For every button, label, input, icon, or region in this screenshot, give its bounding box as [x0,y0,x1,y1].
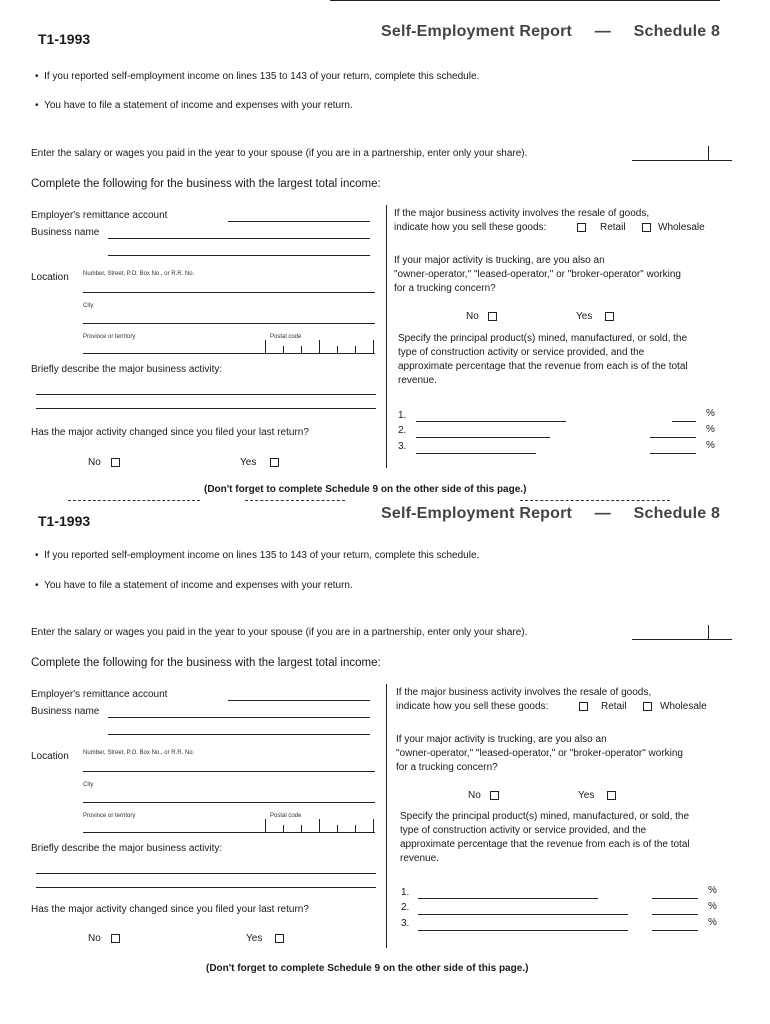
product-item-1-label: 1. [398,410,407,421]
product-item-2-percent-field[interactable] [652,914,698,915]
column-divider [386,205,387,468]
form-id: T1-1993 [38,31,91,47]
trucking-no-label: No [468,790,481,801]
resale-line-2: indicate how you sell these goods: [396,701,549,712]
products-line-4: revenue. [400,853,439,864]
province-field[interactable] [83,832,375,833]
business-name-field[interactable] [108,717,370,718]
product-item-2-field[interactable] [416,437,550,438]
trucking-yes-checkbox[interactable] [605,312,614,321]
trucking-yes-label: Yes [578,790,595,801]
business-name-label: Business name [31,706,100,717]
province-hint: Province or territory [83,813,136,819]
product-item-3-field[interactable] [416,453,536,454]
product-item-1-percent-field[interactable] [672,421,696,422]
product-item-2-field[interactable] [418,914,628,915]
trucking-no-checkbox[interactable] [490,791,499,800]
employer-account-field[interactable] [228,700,370,701]
postal-code-hint: Postal code [270,334,302,340]
product-item-1-label: 1. [401,887,410,898]
cents-divider [708,625,709,639]
trucking-line-2: "owner-operator," "leased-operator," or "broker-operator" working [396,748,683,759]
product-item-3-label: 3. [398,441,407,452]
retail-label: Retail [601,701,627,712]
wholesale-label: Wholesale [660,701,707,712]
city-field[interactable] [83,323,375,324]
product-item-1-percent: % [706,408,715,419]
employer-account-label: Employer's remittance account [31,689,168,700]
product-item-3-percent: % [706,440,715,451]
product-item-3-percent-field[interactable] [650,453,696,454]
form-copy-top [0,0,770,500]
address-field[interactable] [83,771,375,772]
activity-changed-yes-label: Yes [240,457,257,468]
trucking-line-1: If your major activity is trucking, are you also an [396,734,607,745]
retail-checkbox[interactable] [577,223,586,232]
business-name-field-2[interactable] [108,734,370,735]
city-field[interactable] [83,802,375,803]
products-line-2: type of construction activity or service provided, and the [400,825,647,836]
wholesale-checkbox[interactable] [643,702,652,711]
column-divider [386,684,387,948]
employer-account-label: Employer's remittance account [31,210,168,221]
product-item-1-percent: % [708,885,717,896]
trucking-no-checkbox[interactable] [488,312,497,321]
resale-line-1: If the major business activity involves the resale of goods, [396,687,652,698]
activity-changed-yes-checkbox[interactable] [275,934,284,943]
products-line-1: Specify the principal product(s) mined, manufactured, or sold, the [400,811,690,822]
activity-changed-no-label: No [88,933,101,944]
top-rule [330,0,720,1]
describe-activity-label: Briefly describe the major business activity: [31,843,223,854]
instruction-1: • If you reported self-employment income on lines 135 to 143 of your return, complete this schedule. [35,550,480,561]
form-title: Self-Employment Report — Schedule 8 [381,505,721,522]
product-item-2-label: 2. [401,902,410,913]
describe-activity-field-2[interactable] [36,408,376,409]
business-name-field-2[interactable] [108,255,370,256]
trucking-yes-checkbox[interactable] [607,791,616,800]
instruction-2: • You have to file a statement of income and expenses with your return. [35,100,353,111]
trucking-line-1: If your major activity is trucking, are you also an [394,255,605,266]
products-line-4: revenue. [398,375,437,386]
trucking-no-label: No [466,311,479,322]
resale-line-2: indicate how you sell these goods: [394,222,547,233]
product-item-1-field[interactable] [416,421,566,422]
product-item-2-percent-field[interactable] [650,437,696,438]
postal-code-hint: Postal code [270,813,302,819]
largest-business-heading: Complete the following for the business with the largest total income: [31,178,381,190]
activity-changed-label: Has the major activity changed since you filed your last return? [31,427,309,438]
activity-changed-yes-label: Yes [246,933,263,944]
footer-note: (Don't forget to complete Schedule 9 on the other side of this page.) [206,963,529,974]
product-item-2-label: 2. [398,425,407,436]
activity-changed-no-checkbox[interactable] [111,934,120,943]
resale-line-1: If the major business activity involves the resale of goods, [394,208,650,219]
describe-activity-field-1[interactable] [36,873,376,874]
products-line-3: approximate percentage that the revenue from each is of the total [398,361,688,372]
wholesale-checkbox[interactable] [642,223,651,232]
instruction-1: • If you reported self-employment income on lines 135 to 143 of your return, complete this schedule. [35,71,480,82]
trucking-yes-label: Yes [576,311,593,322]
trucking-line-2: "owner-operator," "leased-operator," or "broker-operator" working [394,269,681,280]
retail-checkbox[interactable] [579,702,588,711]
product-item-3-field[interactable] [418,930,628,931]
product-item-1-percent-field[interactable] [652,898,698,899]
location-label: Location [31,751,69,762]
address-field[interactable] [83,292,375,293]
footer-note: (Don't forget to complete Schedule 9 on the other side of this page.) [204,484,527,495]
describe-activity-label: Briefly describe the major business activity: [31,364,223,375]
trucking-line-3: for a trucking concern? [394,283,496,294]
form-id: T1-1993 [38,513,91,529]
spouse-wages-label: Enter the salary or wages you paid in the year to your spouse (if you are in a partnership, enter only your share). [31,627,528,638]
product-item-2-percent: % [708,901,717,912]
retail-label: Retail [600,222,626,233]
address-hint: Number, Street, P.O. Box No., or R.R. No. [83,271,195,277]
product-item-3-percent-field[interactable] [652,930,698,931]
products-line-2: type of construction activity or service provided, and the [398,347,645,358]
form-copy-bottom [0,482,770,982]
products-line-3: approximate percentage that the revenue from each is of the total [400,839,690,850]
describe-activity-field-1[interactable] [36,394,376,395]
city-hint: City [83,782,94,788]
form-title: Self-Employment Report — Schedule 8 [381,23,721,40]
spouse-wages-field[interactable] [632,639,732,640]
activity-changed-no-label: No [88,457,101,468]
business-name-field[interactable] [108,238,370,239]
business-name-label: Business name [31,227,100,238]
instruction-2: • You have to file a statement of income and expenses with your return. [35,580,353,591]
trucking-line-3: for a trucking concern? [396,762,498,773]
product-item-1-field[interactable] [418,898,598,899]
activity-changed-no-checkbox[interactable] [111,458,120,467]
cents-divider [708,146,709,160]
describe-activity-field-2[interactable] [36,887,376,888]
province-hint: Province or territory [83,334,136,340]
city-hint: City [83,303,94,309]
wholesale-label: Wholesale [658,222,705,233]
activity-changed-yes-checkbox[interactable] [270,458,279,467]
activity-changed-label: Has the major activity changed since you filed your last return? [31,904,309,915]
spouse-wages-field[interactable] [632,160,732,161]
address-hint: Number, Street, P.O. Box No., or R.R. No. [83,750,195,756]
largest-business-heading: Complete the following for the business with the largest total income: [31,657,381,669]
location-label: Location [31,272,69,283]
employer-account-field[interactable] [228,221,370,222]
spouse-wages-label: Enter the salary or wages you paid in the year to your spouse (if you are in a partnership, enter only your share). [31,148,528,159]
products-line-1: Specify the principal product(s) mined, manufactured, or sold, the [398,333,688,344]
product-item-2-percent: % [706,424,715,435]
province-field[interactable] [83,353,375,354]
product-item-3-percent: % [708,917,717,928]
product-item-3-label: 3. [401,918,410,929]
